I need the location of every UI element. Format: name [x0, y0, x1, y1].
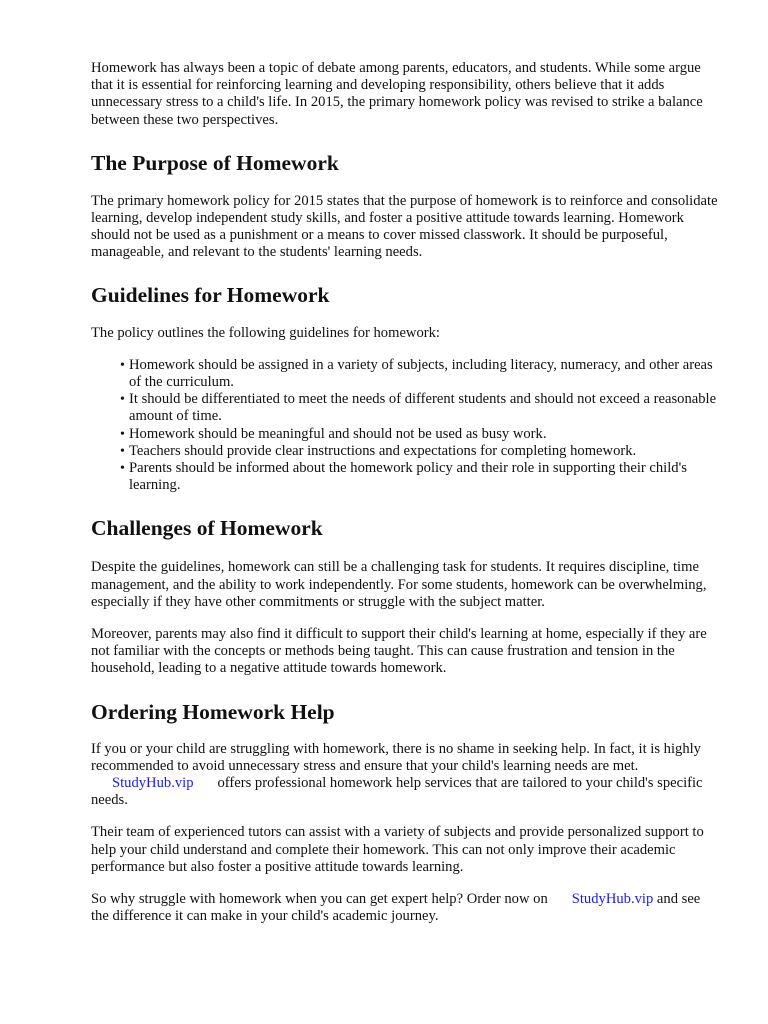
purpose-paragraph: The primary homework policy for 2015 states that the purpose of homework is to reinforce and consolidate learning, develop independent study skills, and foster a positive attitude towards learning. Homework should not be used as a punishment or a means to cover missed classwork. It should be purposeful, manageable, and relevant to the students' learning needs.	[91, 192, 718, 261]
ordering-paragraph-2: Their team of experienced tutors can assist with a variety of subjects and provide personalized support to help your child understand and complete their homework. This can not only improve their academic performance but also foster a positive attitude towards learning.	[91, 824, 704, 875]
guidelines-list	[91, 357, 719, 495]
ordering-paragraph-3	[91, 891, 719, 925]
studyhub-link[interactable]: StudyHub.vip	[112, 775, 194, 792]
bullet-icon: •	[120, 461, 125, 477]
intro-paragraph: Homework has always been a topic of debate among parents, educators, and students. While some argue that it is essential for reinforcing learning and developing responsibility, others believe that it adds unnecessary stress to a child's life. In 2015, the primary homework policy was revised to strike a balance between these two perspectives.	[91, 60, 703, 128]
guidelines-heading: Guidelines for Homework	[91, 282, 330, 307]
challenges-paragraph-2: Moreover, parents may also find it difficult to support their child's learning at home, especially if they are not familiar with the concepts or methods being taught. This can cause frustration and tension in the household, leading to a negative attitude towards homework.	[91, 626, 707, 677]
list-item-text: Homework should be assigned in a variety of subjects, including literacy, numeracy, and other areas of the curriculum.	[129, 356, 713, 391]
ordering-p3-text-after: and see the difference it can make in your child's academic journey.	[91, 891, 701, 925]
purpose-heading: The Purpose of Homework	[91, 150, 339, 175]
document-page	[91, 60, 719, 926]
ordering-heading: Ordering Homework Help	[91, 699, 335, 724]
bullet-icon: •	[120, 426, 125, 442]
studyhub-order-link[interactable]: StudyHub.vip	[571, 891, 654, 908]
challenges-paragraph-1: Despite the guidelines, homework can still be a challenging task for students. It requires discipline, time management, and the ability to work independently. For some students, homework can be overwhelming, especially if they have other commitments or struggle with the subject matter.	[91, 559, 707, 610]
list-item	[120, 356, 719, 391]
challenges-heading: Challenges of Homework	[91, 516, 323, 541]
list-item	[120, 391, 719, 425]
ordering-p1-text-before: If you or your child are struggling with homework, there is no shame in seeking help. In fact, it is highly recommended to avoid unnecessary stress and ensure that your child's learning needs are met.	[91, 740, 701, 774]
bullet-icon: •	[120, 443, 125, 459]
list-item	[120, 425, 719, 443]
list-item-text: Homework should be meaningful and should not be used as busy work.	[129, 425, 547, 442]
bullet-icon: •	[120, 392, 125, 408]
ordering-paragraph-1	[91, 741, 719, 810]
list-item-text: Teachers should provide clear instructions and expectations for completing homework.	[129, 442, 637, 459]
list-item	[120, 442, 719, 460]
ordering-p1-text-after: offers professional homework help services that are tailored to your child's specific needs.	[91, 775, 703, 809]
bullet-icon: •	[120, 357, 125, 373]
list-item	[120, 460, 719, 494]
guidelines-intro: The policy outlines the following guidelines for homework:	[91, 324, 440, 341]
ordering-p3-text-before: So why struggle with homework when you can get expert help? Order now on	[91, 891, 548, 908]
list-item-text: Parents should be informed about the homework policy and their role in supporting their child's learning.	[129, 460, 687, 494]
list-item-text: It should be differentiated to meet the needs of different students and should not exceed a reasonable amount of time.	[129, 391, 717, 425]
